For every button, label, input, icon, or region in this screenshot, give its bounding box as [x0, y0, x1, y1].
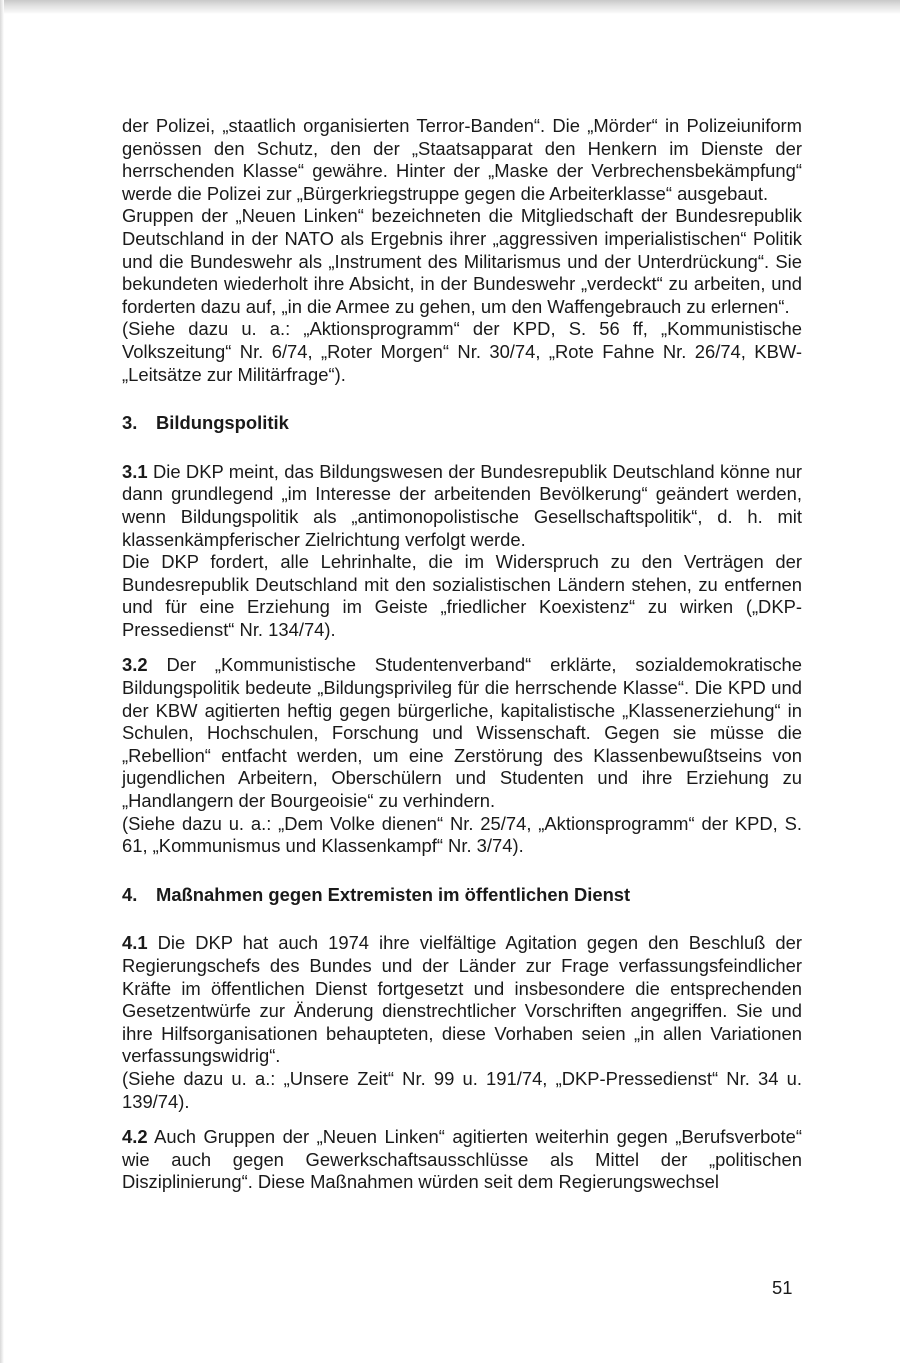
section-number-3-1: 3.1 — [122, 460, 148, 482]
scan-top-edge — [0, 0, 900, 14]
section-number-4-1: 4.1 — [122, 932, 148, 954]
paragraph-4-1-text: Die DKP hat auch 1974 ihre vielfältige Agitation gegen den Beschluß der Regierungschefs des Bundes und der Länder zur Frage verfassungsfeindlicher Kräfte im öffentlichen Dienst fortgesetzt und insbesondere die entsprechenden Gesetzentwürfe zur Änderung dienstrechtlicher Vorschriften angegriffen. Sie und ihre Hilfsorganisationen behaupteten, diese Vorhaben seien „in allen Variationen verfassungswidrig“. — [122, 932, 802, 1067]
page-number: 51 — [772, 1277, 793, 1298]
paragraph-3-1-text: Die DKP meint, das Bildungswesen der Bundesrepublik Deutschland könne nur dann grundlegend „im Interesse der arbeitenden Bevölkerung“ geändert werden, wenn Bildungspolitik als „antimonopolistische Gesellschaftspolitik“, d. h. mit klassenkämpferischer Zielrichtung verfolgt werde. — [122, 460, 802, 550]
section-heading-4-title: Maßnahmen gegen Extremisten im öffentlichen Dienst — [156, 883, 631, 905]
section-heading-4 — [122, 884, 802, 907]
paragraph-police: der Polizei, „staatlich organisierten Terror-Banden“. Die „Mörder“ in Polizeiuniform genössen den Schutz, den der „Staatsapparat den Henkern im Dienste der herrschenden Klasse“ gewähre. Hinter der „Maske der Verbrechensbekämpfung“ werde die Polizei zur „Bürgerkriegstruppe gegen die Arbeiterklasse“ ausgebaut. — [122, 115, 802, 204]
paragraph-4-2 — [122, 1126, 802, 1194]
paragraph-3-2-text: Der „Kommunistische Studentenverband“ erklärte, sozialdemokratische Bildungspolitik bedeute „Bildungsprivileg für die herrschende Klasse“. Die KPD und der KBW agitierten heftig gegen bürgerliche, kapitalistische „Klassenerziehung“ in Schulen, Hochschulen, Forschung und Wissenschaft. Gegen sie müsse die „Rebellion“ entfacht werden, um eine Zerstörung des Klassenbewußtseins von jugendlichen Arbeitern, Oberschülern und Studenten und ihre Erziehung zu „Handlangern der Bourgeoisie“ zu verhindern. — [122, 654, 802, 812]
section-heading-4-number: 4. — [122, 883, 138, 905]
paragraph-4-1 — [122, 932, 802, 1068]
document-body — [122, 115, 802, 1194]
section-number-3-2: 3.2 — [122, 654, 148, 676]
paragraph-3-2-citation: (Siehe dazu u. a.: „Dem Volke dienen“ Nr. 25/74, „Aktionsprogramm“ der KPD, S. 61, „Kommunismus und Klassenkampf“ Nr. 3/74). — [122, 812, 802, 857]
section-heading-3-number: 3. — [122, 412, 138, 434]
paragraph-3-1 — [122, 461, 802, 551]
paragraph-4-2-text: Auch Gruppen der „Neuen Linken“ agitierten weiterhin gegen „Berufsverbote“ wie auch gegen Gewerkschaftsausschlüsse als Mittel der „politischen Disziplinierung“. Diese Maßnahmen würden seit dem Regierungswechsel — [122, 1126, 802, 1193]
paragraph-3-2 — [122, 654, 802, 812]
section-number-4-2: 4.2 — [122, 1126, 148, 1148]
paragraph-neue-linke-nato: Gruppen der „Neuen Linken“ bezeichneten die Mitgliedschaft der Bundesrepublik Deutschland in der NATO als Ergebnis ihrer „aggressiven imperialistischen“ Politik und die Bundeswehr als „Instrument des Militarismus und der Unterdrückung“. Sie bekundeten wiederholt ihre Absicht, in der Bundeswehr „verdeckt“ zu arbeiten, und forderten dazu auf, „in die Armee zu gehen, um den Waffengebrauch zu erlernen“. — [122, 205, 802, 317]
paragraph-3-1-b: Die DKP fordert, alle Lehrinhalte, die im Widerspruch zu den Verträgen der Bundesrepublik Deutschland mit den sozialistischen Ländern stehen, zu entfernen und für eine Erziehung im Geiste „friedlicher Koexistenz“ zu wirken („DKP-Pressedienst“ Nr. 134/74). — [122, 551, 802, 640]
section-heading-3 — [122, 412, 802, 435]
paragraph-4-1-citation: (Siehe dazu u. a.: „Unsere Zeit“ Nr. 99 u. 191/74, „DKP-Pressedienst“ Nr. 34 u. 139/74). — [122, 1067, 802, 1112]
section-heading-3-title: Bildungspolitik — [156, 412, 289, 434]
paragraph-citation-1: (Siehe dazu u. a.: „Aktionsprogramm“ der KPD, S. 56 ff, „Kommunistische Volkszeitung“ Nr. 6/74, „Roter Morgen“ Nr. 30/74, „Rote Fahne Nr. 26/74, KBW-„Leitsätze zur Militärfrage“). — [122, 318, 802, 385]
scan-left-edge — [0, 0, 4, 1363]
